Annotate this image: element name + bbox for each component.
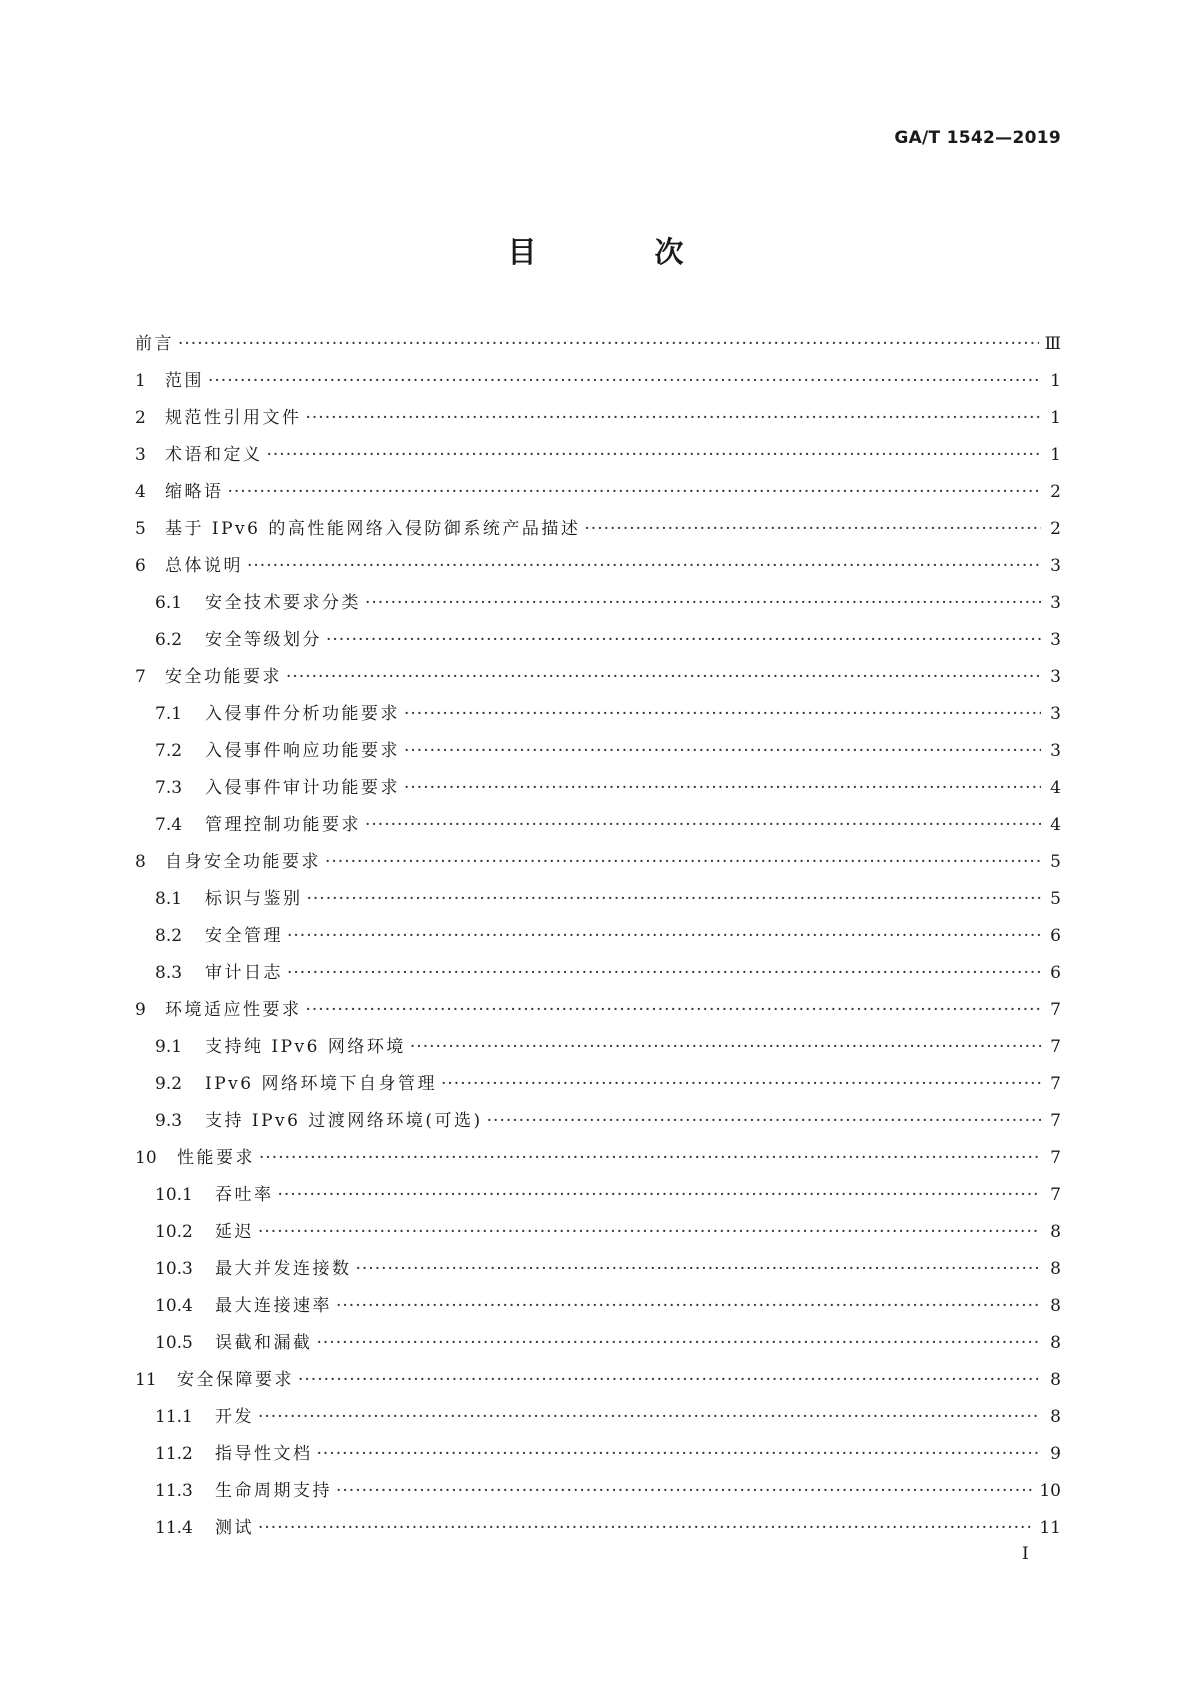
toc-entry-title: 缩略语 — [165, 482, 224, 502]
toc-entry-number: 8 — [135, 852, 146, 872]
toc-entry-number: 8.3 — [155, 963, 183, 983]
toc-entry-title: 入侵事件审计功能要求 — [205, 778, 400, 798]
toc-dot-leader — [317, 1325, 1042, 1362]
toc-entry-page: 8 — [1050, 1333, 1061, 1353]
toc-entry-page: 8 — [1050, 1370, 1061, 1390]
toc-entry[interactable] — [135, 548, 1061, 585]
toc-entry-number: 6.1 — [155, 593, 183, 613]
toc-dot-leader — [336, 1288, 1041, 1325]
toc-entry-number: 10.2 — [155, 1222, 193, 1242]
toc-entry-number: 8.2 — [155, 926, 183, 946]
toc-entry-number: 11.1 — [155, 1407, 193, 1427]
toc-entry-title: 审计日志 — [205, 963, 283, 983]
toc-entry-page: 8 — [1050, 1222, 1061, 1242]
toc-entry[interactable] — [135, 1510, 1061, 1547]
toc-entry-page: 1 — [1050, 371, 1061, 391]
toc-entry-number: 8.1 — [155, 889, 183, 909]
toc-entry[interactable] — [135, 1288, 1061, 1325]
toc-dot-leader — [584, 511, 1041, 548]
toc-entry[interactable] — [135, 955, 1061, 992]
toc-entry-page: 1 — [1050, 408, 1061, 428]
toc-entry-title: 前言 — [135, 334, 174, 354]
toc-entry[interactable] — [135, 992, 1061, 1029]
toc-entry[interactable] — [135, 1177, 1061, 1214]
toc-entry-page: 7 — [1050, 1185, 1061, 1205]
toc-entry-title: 支持 IPv6 过渡网络环境(可选) — [205, 1111, 483, 1131]
toc-dot-leader — [404, 733, 1041, 770]
toc-entry-number: 3 — [135, 445, 146, 465]
toc-entry-page: 5 — [1050, 889, 1061, 909]
toc-dot-leader — [306, 992, 1042, 1029]
toc-entry-number: 7.3 — [155, 778, 183, 798]
toc-entry-number: 11.3 — [155, 1481, 193, 1501]
toc-dot-leader — [258, 1510, 1033, 1547]
toc-entry-number: 11 — [135, 1370, 157, 1390]
toc-entry-number: 7 — [135, 667, 146, 687]
toc-entry[interactable] — [135, 363, 1061, 400]
page-title: 目 次 — [507, 235, 738, 269]
toc-entry[interactable] — [135, 844, 1061, 881]
toc-entry[interactable] — [135, 1214, 1061, 1251]
toc-entry-title: 生命周期支持 — [215, 1481, 332, 1501]
toc-dot-leader — [286, 659, 1041, 696]
toc-entry-number: 11.4 — [155, 1518, 193, 1538]
toc-dot-leader — [298, 1362, 1041, 1399]
toc-entry[interactable] — [135, 1029, 1061, 1066]
toc-entry-number: 9.3 — [155, 1111, 183, 1131]
toc-dot-leader — [287, 955, 1041, 992]
toc-entry[interactable] — [135, 807, 1061, 844]
toc-dot-leader — [325, 844, 1041, 881]
toc-entry[interactable] — [135, 881, 1061, 918]
toc-entry-page: 6 — [1050, 963, 1061, 983]
toc-entry[interactable] — [135, 1140, 1061, 1177]
toc-entry[interactable] — [135, 770, 1061, 807]
toc-entry-title: 指导性文档 — [215, 1444, 313, 1464]
toc-dot-leader — [317, 1436, 1042, 1473]
toc-entry[interactable] — [135, 1436, 1061, 1473]
toc-dot-leader — [487, 1103, 1041, 1140]
toc-entry[interactable] — [135, 1473, 1061, 1510]
toc-entry-page: 7 — [1050, 1037, 1061, 1057]
toc-entry-title: 范围 — [165, 371, 204, 391]
toc-entry[interactable] — [135, 437, 1061, 474]
toc-entry-number: 4 — [135, 482, 146, 502]
toc-dot-leader — [306, 400, 1042, 437]
toc-entry-page: 3 — [1050, 667, 1061, 687]
toc-dot-leader — [410, 1029, 1041, 1066]
toc-entry-title: 安全等级划分 — [205, 630, 322, 650]
toc-entry-title: 性能要求 — [177, 1148, 255, 1168]
toc-dot-leader — [365, 585, 1041, 622]
toc-entry[interactable] — [135, 585, 1061, 622]
toc-entry-page: 8 — [1050, 1259, 1061, 1279]
toc-entry-page: 11 — [1039, 1518, 1061, 1538]
document-code: GA/T 1542—2019 — [894, 128, 1061, 148]
toc-entry-number: 6.2 — [155, 630, 183, 650]
toc-entry-page: 7 — [1050, 1111, 1061, 1131]
toc-entry-number: 9.1 — [155, 1037, 183, 1057]
toc-entry-page: 3 — [1050, 704, 1061, 724]
toc-entry-page: 2 — [1050, 519, 1061, 539]
toc-entry-title: 安全技术要求分类 — [205, 593, 361, 613]
toc-dot-leader — [326, 622, 1041, 659]
toc-entry-number: 7.4 — [155, 815, 183, 835]
toc-entry-page: 5 — [1050, 852, 1061, 872]
toc-entry-page: 7 — [1050, 1074, 1061, 1094]
toc-entry-number: 10 — [135, 1148, 157, 1168]
toc-entry-page: 3 — [1050, 593, 1061, 613]
toc-entry-number: 7.2 — [155, 741, 183, 761]
toc-entry[interactable] — [135, 511, 1061, 548]
toc-dot-leader — [356, 1251, 1042, 1288]
toc-dot-leader — [278, 1177, 1042, 1214]
toc-dot-leader — [336, 1473, 1033, 1510]
toc-entry-title: 标识与鉴别 — [205, 889, 303, 909]
toc-entry-page: 6 — [1050, 926, 1061, 946]
toc-dot-leader — [258, 1399, 1041, 1436]
toc-entry-number: 6 — [135, 556, 146, 576]
toc-entry-number: 2 — [135, 408, 146, 428]
toc-entry[interactable] — [135, 1399, 1061, 1436]
toc-entry-title: 延迟 — [215, 1222, 254, 1242]
page-number: I — [1022, 1544, 1029, 1564]
toc-entry-title: 最大连接速率 — [215, 1296, 332, 1316]
toc-entry-title: 支持纯 IPv6 网络环境 — [205, 1037, 406, 1057]
toc-entry-page: 9 — [1050, 1444, 1061, 1464]
toc-dot-leader — [267, 437, 1042, 474]
toc-entry[interactable] — [135, 400, 1061, 437]
toc-entry-title: 最大并发连接数 — [215, 1259, 352, 1279]
toc-entry-number: 11.2 — [155, 1444, 193, 1464]
toc-entry-number: 7.1 — [155, 704, 183, 724]
toc-entry-page: 3 — [1050, 741, 1061, 761]
toc-dot-leader — [365, 807, 1041, 844]
toc-dot-leader — [259, 1140, 1041, 1177]
toc-entry-title: 总体说明 — [165, 556, 243, 576]
toc-entry-number: 1 — [135, 371, 146, 391]
toc-dot-leader — [178, 326, 1039, 363]
toc-entry-number: 9.2 — [155, 1074, 183, 1094]
toc-dot-leader — [307, 881, 1042, 918]
toc-entry-title: 开发 — [215, 1407, 254, 1427]
toc-entry-title: 测试 — [215, 1518, 254, 1538]
toc-entry-title: 基于 IPv6 的高性能网络入侵防御系统产品描述 — [165, 519, 581, 539]
toc-entry[interactable] — [135, 733, 1061, 770]
toc-entry-page: 2 — [1050, 482, 1061, 502]
table-of-contents — [135, 326, 1061, 1547]
toc-entry-page: 10 — [1039, 1481, 1061, 1501]
toc-dot-leader — [287, 918, 1041, 955]
toc-entry-page: 3 — [1050, 556, 1061, 576]
toc-entry-number: 5 — [135, 519, 146, 539]
toc-entry-title: 安全保障要求 — [177, 1370, 294, 1390]
toc-entry[interactable] — [135, 1251, 1061, 1288]
toc-entry-title: IPv6 网络环境下自身管理 — [205, 1074, 437, 1094]
toc-dot-leader — [404, 696, 1041, 733]
toc-dot-leader — [441, 1066, 1041, 1103]
toc-entry[interactable] — [135, 696, 1061, 733]
toc-entry-title: 安全功能要求 — [165, 667, 282, 687]
toc-entry-number: 10.4 — [155, 1296, 193, 1316]
toc-entry-title: 吞吐率 — [215, 1185, 274, 1205]
toc-entry[interactable] — [135, 918, 1061, 955]
toc-entry-page: Ⅲ — [1044, 334, 1061, 354]
toc-entry-page: 7 — [1050, 1000, 1061, 1020]
toc-entry[interactable] — [135, 1103, 1061, 1140]
toc-entry-title: 入侵事件响应功能要求 — [205, 741, 400, 761]
toc-dot-leader — [228, 474, 1042, 511]
toc-entry-number: 10.3 — [155, 1259, 193, 1279]
toc-entry-page: 8 — [1050, 1296, 1061, 1316]
toc-entry-page: 4 — [1050, 778, 1061, 798]
toc-entry[interactable] — [135, 659, 1061, 696]
toc-entry-page: 3 — [1050, 630, 1061, 650]
toc-entry[interactable] — [135, 622, 1061, 659]
toc-dot-leader — [404, 770, 1041, 807]
toc-dot-leader — [258, 1214, 1041, 1251]
toc-entry-number: 9 — [135, 1000, 146, 1020]
toc-entry[interactable] — [135, 474, 1061, 511]
toc-entry[interactable] — [135, 1325, 1061, 1362]
toc-entry-page: 4 — [1050, 815, 1061, 835]
toc-entry-page: 7 — [1050, 1148, 1061, 1168]
toc-entry-page: 8 — [1050, 1407, 1061, 1427]
toc-entry-title: 环境适应性要求 — [165, 1000, 302, 1020]
toc-entry-page: 1 — [1050, 445, 1061, 465]
toc-entry[interactable] — [135, 1066, 1061, 1103]
toc-dot-leader — [208, 363, 1041, 400]
toc-entry-title: 自身安全功能要求 — [165, 852, 321, 872]
toc-entry-title: 入侵事件分析功能要求 — [205, 704, 400, 724]
toc-entry-title: 规范性引用文件 — [165, 408, 302, 428]
toc-entry[interactable] — [135, 326, 1061, 363]
toc-entry-title: 管理控制功能要求 — [205, 815, 361, 835]
toc-entry-title: 误截和漏截 — [215, 1333, 313, 1353]
toc-entry[interactable] — [135, 1362, 1061, 1399]
toc-entry-number: 10.1 — [155, 1185, 193, 1205]
toc-dot-leader — [247, 548, 1041, 585]
toc-entry-number: 10.5 — [155, 1333, 193, 1353]
toc-entry-title: 安全管理 — [205, 926, 283, 946]
toc-entry-title: 术语和定义 — [165, 445, 263, 465]
